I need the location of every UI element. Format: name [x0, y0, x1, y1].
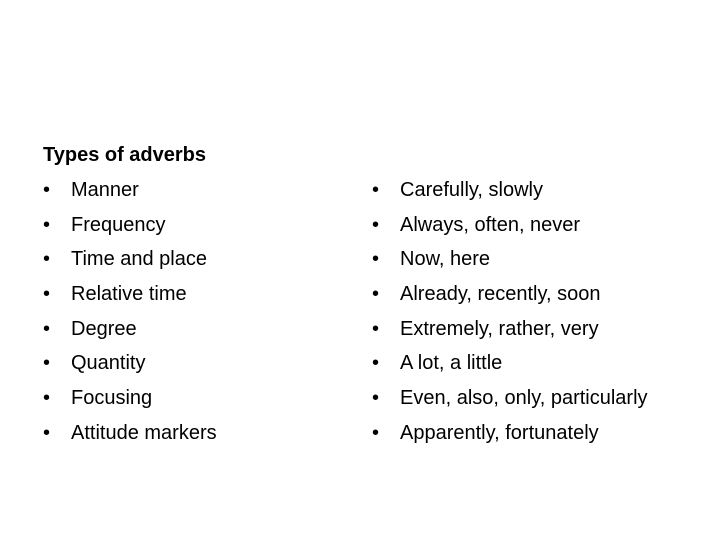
adverb-type: Focusing: [71, 387, 153, 410]
adverb-example: Carefully, slowly: [400, 179, 543, 201]
bullet-icon: •: [43, 283, 51, 306]
adverb-example: Now, here: [400, 248, 491, 271]
adverb-example: Already, recently, soon: [400, 283, 601, 306]
slide-heading: Types of adverbs: [43, 144, 207, 166]
adverb-type: Degree: [71, 317, 137, 340]
bullet-icon: •: [43, 421, 51, 444]
adverb-type: Time and place: [71, 248, 207, 271]
adverb-type: Frequency: [71, 213, 166, 236]
adverb-type: Manner: [71, 179, 139, 201]
adverb-example: A lot, a little: [400, 352, 503, 375]
bullet-icon: •: [43, 179, 51, 201]
adverb-example: Extremely, rather, very: [400, 317, 599, 340]
bullet-icon: •: [43, 387, 51, 410]
adverb-example: Always, often, never: [400, 213, 581, 236]
bullet-icon: •: [372, 213, 380, 236]
bullet-icon: •: [372, 248, 380, 271]
bullet-icon: •: [372, 317, 380, 340]
bullet-icon: •: [372, 352, 380, 375]
bullet-icon: •: [372, 387, 380, 410]
adverb-type: Attitude markers: [71, 421, 217, 444]
bullet-icon: •: [43, 213, 51, 236]
bullet-icon: •: [372, 421, 380, 444]
bullet-icon: •: [372, 283, 380, 306]
bullet-icon: •: [43, 352, 51, 375]
adverb-type: Relative time: [71, 283, 187, 306]
adverb-example: Apparently, fortunately: [400, 421, 599, 444]
bullet-icon: •: [43, 317, 51, 340]
bullet-icon: •: [372, 179, 380, 201]
adverb-example: Even, also, only, particularly: [400, 387, 648, 410]
adverb-type: Quantity: [71, 352, 146, 375]
bullet-icon: •: [43, 248, 51, 271]
